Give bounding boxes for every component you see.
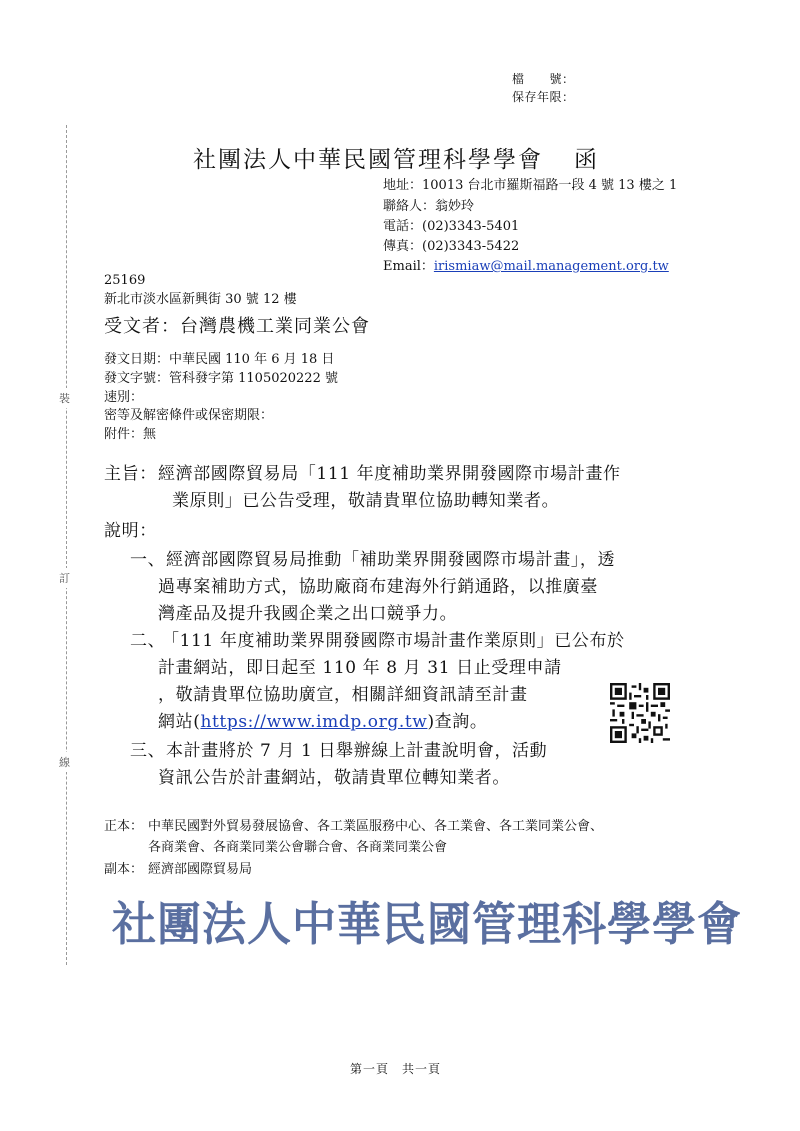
- item-3-line-1: 本計畫將於 7 月 1 日舉辦線上計畫說明會，活動: [166, 741, 548, 761]
- original-recipients-line-2: 各商業會、各商業同業公會聯合會、各商業同業公會: [148, 840, 448, 855]
- speed: 速別：: [104, 390, 144, 405]
- qr-code-icon: [610, 683, 670, 743]
- binding-line: [66, 125, 67, 965]
- item-1-line-1: 經濟部國際貿易局推動「補助業界開發國際市場計畫」，透: [166, 550, 616, 570]
- org-title: 社團法人中華民國管理科學學會: [193, 147, 543, 173]
- phone: 電話：(02)3343-5401: [383, 219, 520, 234]
- file-number-label: 檔 號：: [512, 72, 575, 86]
- copy-recipients: 經濟部國際貿易局: [148, 862, 253, 877]
- binding-mark-3: 線: [59, 752, 70, 772]
- imdp-url-link[interactable]: https://www.imdp.org.tw: [200, 712, 428, 732]
- retention-period-label: 保存年限：: [512, 90, 575, 104]
- binding-mark-1: 裝: [59, 388, 70, 408]
- item-2-line-1: 「111 年度補助業界開發國際市場計畫作業原則」已公布於: [162, 631, 625, 651]
- contact-person: 聯絡人：翁妙玲: [383, 199, 475, 214]
- subject-label: 主旨：: [104, 464, 157, 484]
- recipient-zip: 25169: [104, 273, 146, 288]
- original-recipients-label: 正本：: [104, 819, 144, 834]
- page-footer: 第一頁 共一頁: [350, 1062, 442, 1076]
- item-1-number: 一、: [130, 550, 166, 570]
- recipient-address: 新北市淡水區新興街 30 號 12 樓: [104, 292, 297, 307]
- item-2-line-4: [158, 709, 487, 736]
- issue-date: 發文日期：中華民國 110 年 6 月 18 日: [104, 352, 335, 367]
- item-1-line-2: 過專案補助方式，協助廠商布建海外行銷通路，以推廣臺: [158, 577, 598, 597]
- item-2-number: 二、: [130, 631, 166, 651]
- explanation-label: 說明：: [104, 521, 157, 541]
- copy-recipients-label: 副本：: [104, 862, 144, 877]
- secrecy: 密等及解密條件或保密期限：: [104, 408, 274, 423]
- fax: 傳真：(02)3343-5422: [383, 239, 520, 254]
- organization-stamp: 社團法人中華民國管理科學學會: [112, 897, 742, 952]
- item-3-line-2: 資訊公告於計畫網站，敬請貴單位轉知業者。: [158, 768, 510, 788]
- item-2-line-4-suffix: )查詢。: [427, 712, 488, 732]
- original-recipients-line-1: 中華民國對外貿易發展協會、各工業區服務中心、各工業會、各工業同業公會、: [148, 819, 604, 834]
- sender-address: 地址：10013 台北市羅斯福路一段 4 號 13 樓之 1: [383, 178, 678, 193]
- subject-line-2: 業原則」已公告受理，敬請貴單位協助轉知業者。: [172, 491, 560, 511]
- subject-line-1: 經濟部國際貿易局「111 年度補助業界開發國際市場計畫作: [158, 464, 621, 484]
- binding-mark-2: 訂: [59, 568, 70, 588]
- attachment: 附件：無: [104, 427, 157, 442]
- email-line: [383, 257, 669, 276]
- item-1-line-3: 灣產品及提升我國企業之出口競爭力。: [158, 604, 458, 624]
- addressee: 受文者：台灣農機工業同業公會: [104, 316, 370, 337]
- doc-number: 發文字號：管科發字第 1105020222 號: [104, 371, 338, 386]
- item-3-number: 三、: [130, 741, 166, 761]
- email-label: Email：: [383, 259, 434, 274]
- item-2-line-2: 計畫網站，即日起至 110 年 8 月 31 日止受理申請: [158, 658, 562, 678]
- doc-type: 函: [574, 147, 597, 173]
- item-2-line-3: ，敬請貴單位協助廣宣，相關詳細資訊請至計畫: [158, 685, 528, 705]
- item-2-line-4-prefix: 網站(: [158, 712, 201, 732]
- email-link[interactable]: irismiaw@mail.management.org.tw: [433, 259, 669, 274]
